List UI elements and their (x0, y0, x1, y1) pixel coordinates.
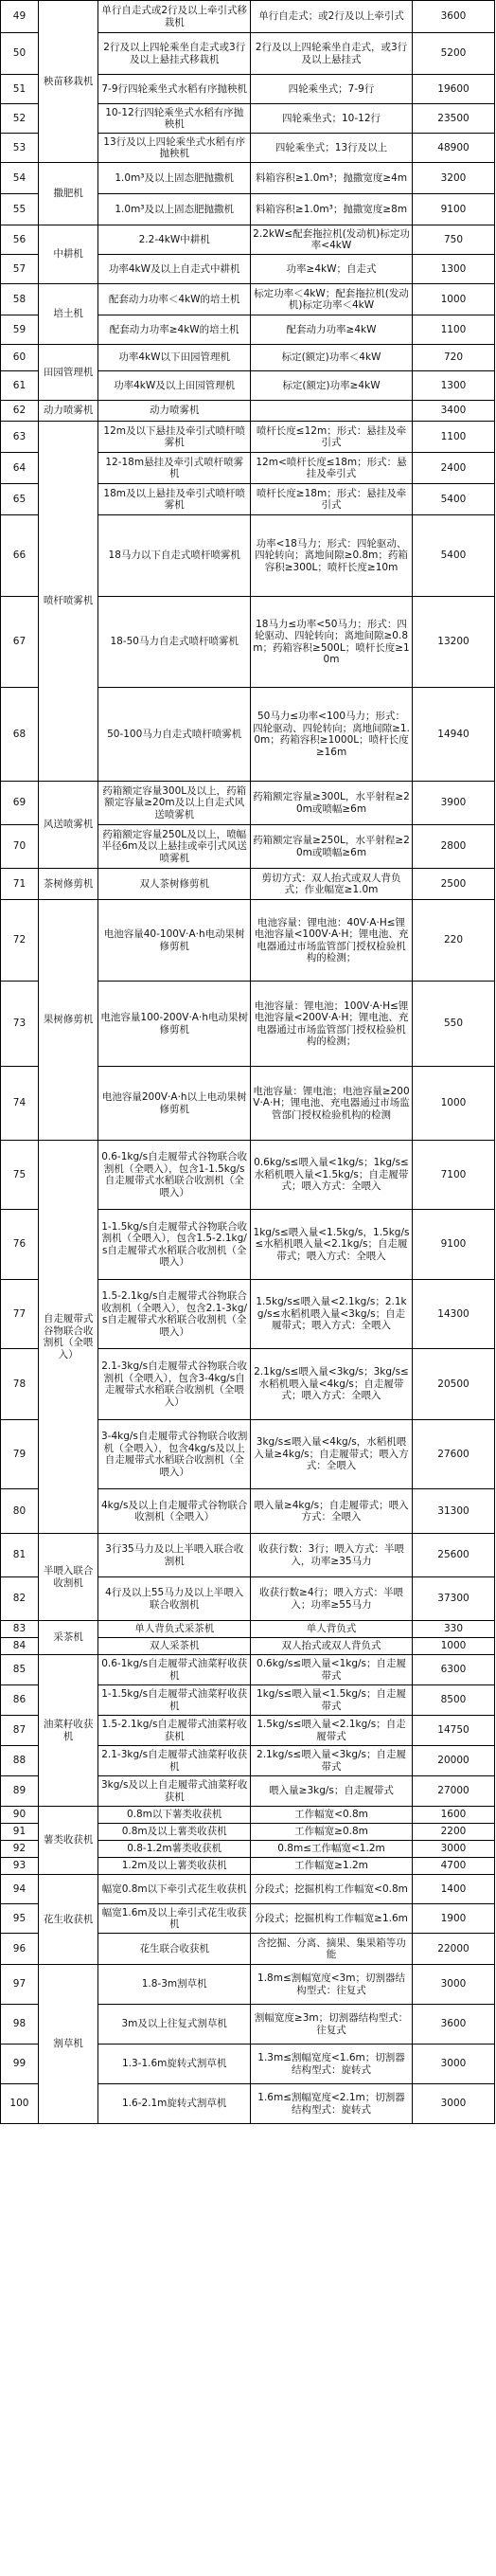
item-name: 0.6-1kg/s自走履带式油菜籽收获机 (98, 1655, 251, 1685)
category-cell: 动力喷雾机 (38, 401, 97, 422)
row-number: 61 (1, 371, 39, 401)
row-number: 76 (1, 1210, 39, 1280)
item-spec: 1.8m≤割幅宽度<3m；切割器结构型式：往复式 (251, 1965, 413, 2005)
row-number: 81 (1, 1534, 39, 1577)
table-row (1, 1141, 495, 1210)
table-row (1, 782, 495, 825)
subsidy-amount: 14750 (412, 1716, 494, 1746)
row-number: 71 (1, 869, 39, 900)
row-number: 87 (1, 1716, 39, 1746)
category-cell: 喷杆喷雾机 (38, 422, 97, 782)
item-spec: 标定功率＜4kW；配套拖拉机(发动机)标定功率＜4kW (251, 284, 413, 315)
row-number: 92 (1, 1841, 39, 1858)
subsidy-amount: 4700 (412, 1858, 494, 1875)
subsidy-amount: 1100 (412, 315, 494, 345)
row-number: 83 (1, 1621, 39, 1638)
row-number: 80 (1, 1489, 39, 1534)
table-row (1, 1807, 495, 1824)
row-number: 75 (1, 1141, 39, 1210)
row-number: 57 (1, 255, 39, 284)
category-cell: 茶树修剪机 (38, 869, 97, 900)
category-cell: 风送喷雾机 (38, 782, 97, 869)
subsidy-amount: 2400 (412, 453, 494, 484)
item-name: 3kg/s及以上自走履带式油菜籽收获机 (98, 1776, 251, 1807)
row-number: 77 (1, 1280, 39, 1349)
table-row (1, 225, 495, 255)
item-spec: 1.3m≤割幅宽度<1.6m；切割器结构型式：旋转式 (251, 2045, 413, 2084)
item-name: 2.1-3kg/s自走履带式谷物联合收割机（全喂入），包含3-4kg/s自走履带式水稻联合收割机（全喂入） (98, 1349, 251, 1420)
row-number: 74 (1, 1067, 39, 1141)
subsidy-amount: 20500 (412, 1349, 494, 1420)
table-row (1, 345, 495, 371)
row-number: 68 (1, 688, 39, 782)
category-cell: 采茶机 (38, 1621, 97, 1655)
row-number: 95 (1, 1904, 39, 1934)
item-name: 0.8m及以上薯类收获机 (98, 1824, 251, 1841)
subsidy-amount: 720 (412, 345, 494, 371)
item-spec: 电池容量：锂电池；100V·A·H≤锂电池容量<200V·A·H；锂电池、充电器通过市场监管部门授权检验机构的检测； (251, 982, 413, 1067)
row-number: 60 (1, 345, 39, 371)
item-name: 12-18m悬挂及牵引式喷杆喷雾机 (98, 453, 251, 484)
table-row (1, 900, 495, 982)
subsidy-amount: 1000 (412, 284, 494, 315)
row-number: 84 (1, 1638, 39, 1655)
item-name: 电池容量100-200V·A·h电动果树修剪机 (98, 982, 251, 1067)
item-spec: 药箱额定容量≥250L，水平射程≥20m或喷幅≥6m (251, 825, 413, 869)
subsidy-amount: 6300 (412, 1655, 494, 1685)
item-spec: 电池容量：锂电池：40V·A·H≤锂电池容量<100V·A·H；锂电池、充电器通过市场监管部门授权检验机构的检测； (251, 900, 413, 982)
item-spec: 工作幅宽≥1.2m (251, 1858, 413, 1875)
item-spec: 四轮乘坐式；10-12行 (251, 104, 413, 134)
item-name: 0.8m以下薯类收获机 (98, 1807, 251, 1824)
item-spec: 2行及以上四轮乘坐自走式，或3行及以上悬挂式 (251, 33, 413, 75)
subsidy-amount: 22000 (412, 1934, 494, 1965)
item-spec: 1.5kg/s≤喂入量<2.1kg/s；自走履带式 (251, 1716, 413, 1746)
row-number: 66 (1, 515, 39, 597)
item-name: 18m及以上悬挂及牵引式喷杆喷雾机 (98, 484, 251, 515)
subsidy-amount: 20000 (412, 1746, 494, 1776)
subsidy-amount: 3000 (412, 2045, 494, 2084)
item-spec: 含挖掘、分离、摘果、集果箱等功能 (251, 1934, 413, 1965)
table-row (1, 1534, 495, 1577)
item-name: 3m及以上往复式割草机 (98, 2005, 251, 2045)
row-number: 96 (1, 1934, 39, 1965)
table-row (1, 1875, 495, 1904)
item-spec (251, 401, 413, 422)
subsidy-amount: 1100 (412, 422, 494, 453)
item-spec: 分段式；挖掘机构工作幅宽≥1.6m (251, 1904, 413, 1934)
subsidy-amount: 37300 (412, 1577, 494, 1621)
item-name: 1.2m及以上薯类收获机 (98, 1858, 251, 1875)
subsidy-amount: 1000 (412, 1638, 494, 1655)
subsidy-amount: 25600 (412, 1534, 494, 1577)
item-spec: 工作幅宽≥0.8m (251, 1824, 413, 1841)
row-number: 59 (1, 315, 39, 345)
item-name: 1-1.5kg/s自走履带式油菜籽收获机 (98, 1685, 251, 1716)
row-number: 90 (1, 1807, 39, 1824)
row-number: 58 (1, 284, 39, 315)
subsidy-amount: 3000 (412, 1965, 494, 2005)
item-name: 单人背负式采茶机 (98, 1621, 251, 1638)
subsidy-amount: 14300 (412, 1280, 494, 1349)
item-name: 13行及以上四轮乘坐式水稻有序抛秧机 (98, 134, 251, 163)
category-cell: 秧苗移栽机 (38, 1, 97, 163)
item-spec: 喷杆长度≥18m；形式：悬挂及牵引式 (251, 484, 413, 515)
item-spec: 2.1kg/s≤喂入量<3kg/s；自走履带式 (251, 1746, 413, 1776)
row-number: 62 (1, 401, 39, 422)
subsidy-amount: 27600 (412, 1420, 494, 1489)
item-name: 花生联合收获机 (98, 1934, 251, 1965)
item-name: 配套动力功率≥4kW的培土机 (98, 315, 251, 345)
row-number: 64 (1, 453, 39, 484)
row-number: 52 (1, 104, 39, 134)
subsidy-amount: 13200 (412, 597, 494, 688)
table-row (1, 1, 495, 33)
subsidy-amount: 2500 (412, 869, 494, 900)
row-number: 56 (1, 225, 39, 255)
category-cell: 自走履带式谷物联合收割机（全喂入） (38, 1141, 97, 1534)
row-number: 89 (1, 1776, 39, 1807)
subsidy-amount: 5400 (412, 484, 494, 515)
row-number: 49 (1, 1, 39, 33)
item-name: 7-9行四轮乘坐式水稻有序抛秧机 (98, 75, 251, 104)
subsidy-amount: 3000 (412, 2084, 494, 2124)
item-name: 1.0m³及以上固态肥抛撒机 (98, 194, 251, 225)
item-name: 10-12行四轮乘坐式水稻有序抛秧机 (98, 104, 251, 134)
row-number: 82 (1, 1577, 39, 1621)
item-spec: 1kg/s≤喂入量<1.5kg/s；自走履带式 (251, 1685, 413, 1716)
subsidy-amount: 750 (412, 225, 494, 255)
item-name: 12m及以下悬挂及牵引式喷杆喷雾机 (98, 422, 251, 453)
row-number: 55 (1, 194, 39, 225)
subsidy-amount: 2200 (412, 1824, 494, 1841)
category-cell: 花生收获机 (38, 1875, 97, 1965)
category-cell: 田园管理机 (38, 345, 97, 401)
row-number: 78 (1, 1349, 39, 1420)
category-cell: 油菜籽收获机 (38, 1655, 97, 1807)
item-spec: 2.1kg/s≤喂入量<3kg/s；3kg/s≤水稻机喂入量<4kg/s；自走履带式；喂入方式：全喂入 (251, 1349, 413, 1420)
row-number: 51 (1, 75, 39, 104)
subsidy-amount: 5200 (412, 33, 494, 75)
item-name: 2.1-3kg/s自走履带式油菜籽收获机 (98, 1746, 251, 1776)
item-spec: 剪切方式：双人抬式或双人背负式；作业幅宽≥1.0m (251, 869, 413, 900)
item-spec: 割幅宽度≥3m；切割器结构型式：往复式 (251, 2005, 413, 2045)
subsidy-amount: 1000 (412, 1067, 494, 1141)
item-name: 电池容量40-100V·A·h电动果树修剪机 (98, 900, 251, 982)
item-spec: 功率<18马力；形式：四轮驱动、四轮转向；离地间隙≥0.8m；药箱容积≥300L；喷杆长度≥10m (251, 515, 413, 597)
item-name: 1.8-3m割草机 (98, 1965, 251, 2005)
item-name: 4kg/s及以上自走履带式谷物联合收割机（全喂入） (98, 1489, 251, 1534)
item-spec: 分段式；挖掘机构工作幅宽<0.8m (251, 1875, 413, 1904)
item-spec: 药箱额定容量≥300L，水平射程≥20m或喷幅≥6m (251, 782, 413, 825)
item-name: 1.5-2.1kg/s自走履带式谷物联合收割机（全喂入），包含2.1-3kg/s自走履带式水稻联合收割机（全喂入） (98, 1280, 251, 1349)
item-spec: 料箱容积≥1.0m³；抛撒宽度≥8m (251, 194, 413, 225)
item-name: 18马力以下自走式喷杆喷雾机 (98, 515, 251, 597)
row-number: 97 (1, 1965, 39, 2005)
item-spec: 0.8m≤工作幅宽<1.2m (251, 1841, 413, 1858)
item-spec: 1.5kg/s≤喂入量<2.1kg/s；2.1kg/s≤水稻机喂入量<3kg/s；自走履带式；喂入方式：全喂入 (251, 1280, 413, 1349)
subsidy-amount: 1300 (412, 255, 494, 284)
table-row (1, 1621, 495, 1638)
subsidy-amount: 1900 (412, 1904, 494, 1934)
category-cell: 半喂入联合收割机 (38, 1534, 97, 1621)
row-number: 53 (1, 134, 39, 163)
subsidy-amount: 7100 (412, 1141, 494, 1210)
row-number: 79 (1, 1420, 39, 1489)
item-name: 0.8-1.2m薯类收获机 (98, 1841, 251, 1858)
subsidy-amount: 27000 (412, 1776, 494, 1807)
item-name: 1.0m³及以上固态肥抛撒机 (98, 163, 251, 194)
row-number: 69 (1, 782, 39, 825)
row-number: 86 (1, 1685, 39, 1716)
item-name: 功率4kW以下田园管理机 (98, 345, 251, 371)
item-name: 4行及以上55马力及以上半喂入联合收割机 (98, 1577, 251, 1621)
item-spec: 0.6kg/s≤喂入量<1kg/s；1kg/s≤水稻机喂入量<1.5kg/s；自走履带式；喂入方式：全喂入 (251, 1141, 413, 1210)
category-cell: 果树修剪机 (38, 900, 97, 1141)
category-cell: 培土机 (38, 284, 97, 345)
item-name: 18-50马力自走式喷杆喷雾机 (98, 597, 251, 688)
subsidy-amount: 3000 (412, 1841, 494, 1858)
item-name: 0.6-1kg/s自走履带式谷物联合收割机（全喂入），包含1-1.5kg/s自走履带式水稻联合收割机（全喂入） (98, 1141, 251, 1210)
subsidy-amount: 1600 (412, 1807, 494, 1824)
item-spec: 收获行数≥4行；喂入方式：半喂入；功率≥55马力 (251, 1577, 413, 1621)
item-spec: 1kg/s≤喂入量<1.5kg/s，1.5kg/s≤水稻机喂入量<2.1kg/s；自走履带式；喂入方式：全喂入 (251, 1210, 413, 1280)
item-name: 2行及以上四轮乘坐自走式或3行及以上悬挂式移栽机 (98, 33, 251, 75)
item-spec: 双人抬式或双人背负式 (251, 1638, 413, 1655)
row-number: 91 (1, 1824, 39, 1841)
subsidy-amount: 3600 (412, 1, 494, 33)
item-name: 动力喷雾机 (98, 401, 251, 422)
subsidy-amount: 3400 (412, 401, 494, 422)
item-name: 配套动力功率＜4kW的培土机 (98, 284, 251, 315)
item-name: 3行35马力及以上半喂入联合收割机 (98, 1534, 251, 1577)
item-name: 1.5-2.1kg/s自走履带式油菜籽收获机 (98, 1716, 251, 1746)
subsidy-amount: 220 (412, 900, 494, 982)
item-spec: 3kg/s≤喂入量<4kg/s，水稻机喂入量≥4kg/s；自走履带式；喂入方式：全喂入 (251, 1420, 413, 1489)
item-spec: 0.6kg/s≤喂入量<1kg/s；自走履带式 (251, 1655, 413, 1685)
item-name: 3-4kg/s自走履带式谷物联合收割机（全喂入），包含4kg/s及以上自走履带式水稻联合收割机（全喂入） (98, 1420, 251, 1489)
table-row (1, 1965, 495, 2005)
row-number: 85 (1, 1655, 39, 1685)
item-spec: 18马力≤功率<50马力；形式：四轮驱动、四轮转向；离地间隙≥0.8m；药箱容积≥500L；喷杆长度≥10m (251, 597, 413, 688)
item-name: 1-1.5kg/s自走履带式谷物联合收割机（全喂入），包含1.5-2.1kg/s自走履带式水稻联合收割机（全喂入） (98, 1210, 251, 1280)
item-name: 1.6-2.1m旋转式割草机 (98, 2084, 251, 2124)
item-spec: 标定(额定)功率≥4kW (251, 371, 413, 401)
item-name: 50-100马力自走式喷杆喷雾机 (98, 688, 251, 782)
subsidy-amount: 8500 (412, 1685, 494, 1716)
row-number: 93 (1, 1858, 39, 1875)
table-row (1, 1655, 495, 1685)
subsidy-amount: 9100 (412, 194, 494, 225)
category-cell: 中耕机 (38, 225, 97, 284)
item-spec: 配套动力功率≥4kW (251, 315, 413, 345)
row-number: 50 (1, 33, 39, 75)
item-name: 双人茶树修剪机 (98, 869, 251, 900)
item-spec: 50马力≤功率<100马力；形式：四轮驱动、四轮转向；离地间隙≥1.0m；药箱容积≥1000L；喷杆长度≥16m (251, 688, 413, 782)
item-spec: 1.6m≤割幅宽度<2.1m；切割器结构型式：旋转式 (251, 2084, 413, 2124)
row-number: 70 (1, 825, 39, 869)
subsidy-amount: 48900 (412, 134, 494, 163)
item-spec: 喂入量≥3kg/s；自走履带式 (251, 1776, 413, 1807)
table-row (1, 284, 495, 315)
item-name: 药箱额定容量250L及以上，喷幅半径6m及以上悬挂或牵引式风送喷雾机 (98, 825, 251, 869)
item-spec: 单人背负式 (251, 1621, 413, 1638)
item-spec: 喷杆长度≤12m；形式：悬挂及牵引式 (251, 422, 413, 453)
item-spec: 四轮乘坐式；7-9行 (251, 75, 413, 104)
subsidy-amount: 19600 (412, 75, 494, 104)
item-spec: 喂入量≥4kg/s；自走履带式；喂入方式：全喂入 (251, 1489, 413, 1534)
item-name: 2.2-4kW中耕机 (98, 225, 251, 255)
item-spec: 标定(额定)功率＜4kW (251, 345, 413, 371)
item-name: 电池容量200V·A·h以上电动果树修剪机 (98, 1067, 251, 1141)
subsidy-amount: 5400 (412, 515, 494, 597)
table-row (1, 422, 495, 453)
subsidy-amount: 2800 (412, 825, 494, 869)
subsidy-amount: 1300 (412, 371, 494, 401)
item-spec: 12m<喷杆长度≤18m；形式：悬挂及牵引式 (251, 453, 413, 484)
subsidy-amount: 9100 (412, 1210, 494, 1280)
category-cell: 撒肥机 (38, 163, 97, 225)
row-number: 73 (1, 982, 39, 1067)
subsidy-amount: 23500 (412, 104, 494, 134)
row-number: 88 (1, 1746, 39, 1776)
row-number: 72 (1, 900, 39, 982)
item-name: 幅宽1.6m及以上牵引式花生收获机 (98, 1904, 251, 1934)
subsidy-amount: 3600 (412, 2005, 494, 2045)
item-name: 1.3-1.6m旋转式割草机 (98, 2045, 251, 2084)
item-name: 幅宽0.8m以下牵引式花生收获机 (98, 1875, 251, 1904)
subsidy-amount: 31300 (412, 1489, 494, 1534)
table-row (1, 401, 495, 422)
subsidy-amount: 550 (412, 982, 494, 1067)
table-row (1, 869, 495, 900)
item-name: 功率4kW及以上田园管理机 (98, 371, 251, 401)
item-spec: 功率≥4kW；自走式 (251, 255, 413, 284)
item-name: 药箱额定容量300L及以上，药箱额定容量≥20m及以上自走式风送喷雾机 (98, 782, 251, 825)
item-spec: 单行自走式；或2行及以上牵引式 (251, 1, 413, 33)
row-number: 63 (1, 422, 39, 453)
row-number: 65 (1, 484, 39, 515)
row-number: 67 (1, 597, 39, 688)
subsidy-amount: 330 (412, 1621, 494, 1638)
item-name: 双人采茶机 (98, 1638, 251, 1655)
item-spec: 工作幅宽<0.8m (251, 1807, 413, 1824)
item-spec: 四轮乘坐式；13行及以上 (251, 134, 413, 163)
row-number: 54 (1, 163, 39, 194)
subsidy-amount: 1400 (412, 1875, 494, 1904)
row-number: 99 (1, 2045, 39, 2084)
category-cell: 割草机 (38, 1965, 97, 2124)
item-name: 单行自走式或2行及以上牵引式移栽机 (98, 1, 251, 33)
row-number: 100 (1, 2084, 39, 2124)
row-number: 98 (1, 2005, 39, 2045)
item-spec: 2.2kW≤配套拖拉机(发动机)标定功率<4kW (251, 225, 413, 255)
table-row (1, 163, 495, 194)
item-spec: 料箱容积≥1.0m³；抛撒宽度≥4m (251, 163, 413, 194)
subsidy-amount: 3200 (412, 163, 494, 194)
subsidy-amount: 3900 (412, 782, 494, 825)
item-name: 功率4kW及以上自走式中耕机 (98, 255, 251, 284)
subsidy-amount: 14940 (412, 688, 494, 782)
category-cell: 薯类收获机 (38, 1807, 97, 1875)
item-spec: 电池容量：锂电池；电池容量≥200V·A·H；锂电池、充电器通过市场监管部门授权检验机构的检测 (251, 1067, 413, 1141)
item-spec: 收获行数：3行；喂入方式：半喂入，功率≥35马力 (251, 1534, 413, 1577)
row-number: 94 (1, 1875, 39, 1904)
